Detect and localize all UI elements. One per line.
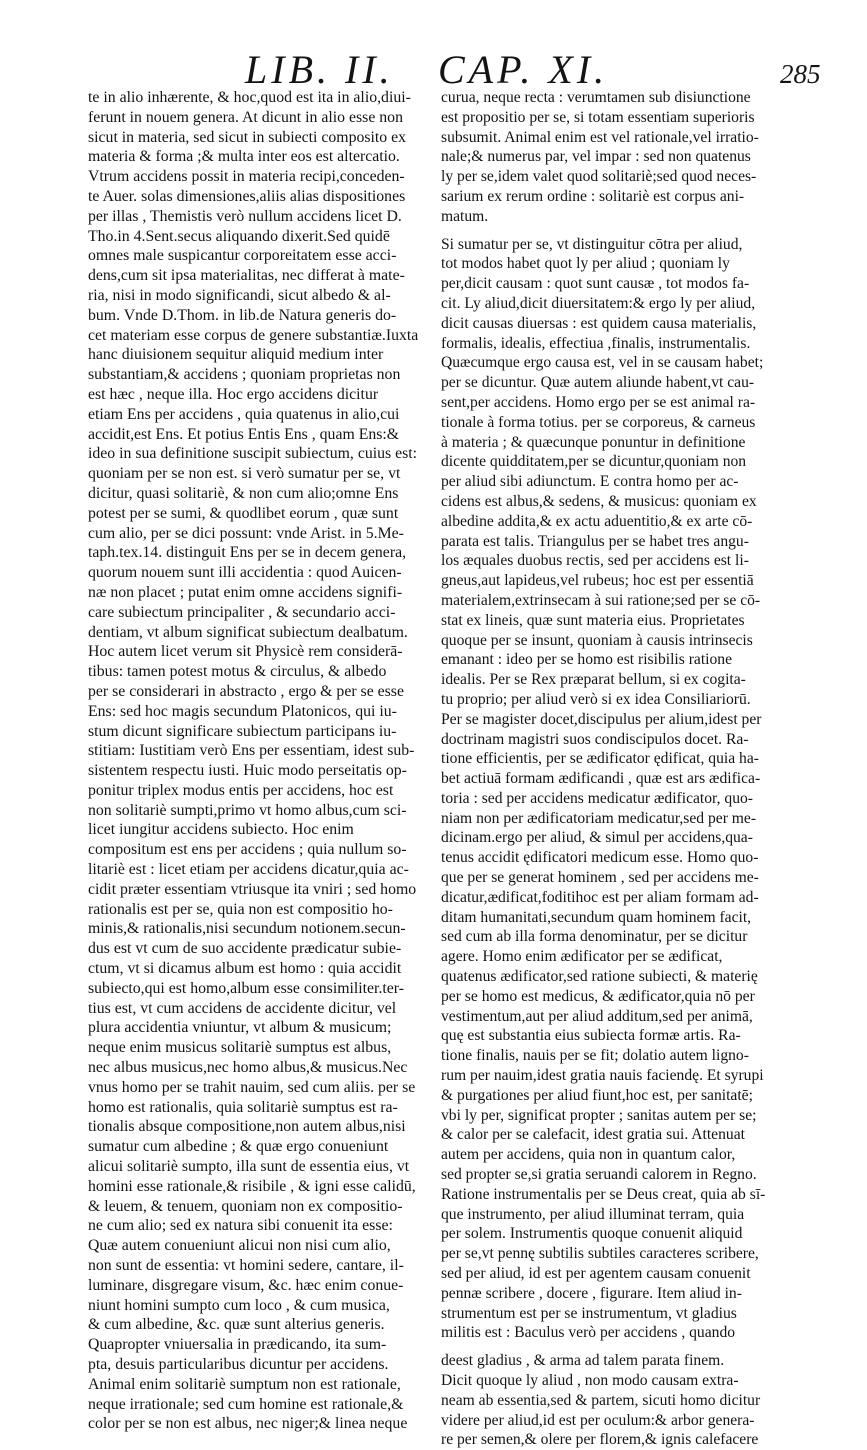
text-line: per,dicit causam : quot sunt causæ , tot modos fa- [441, 275, 750, 293]
text-line: subiecto,qui est homo,album esse consimiliter.ter- [88, 979, 404, 997]
text-line: neque irrationale; sed cum homine est rationale,& [88, 1395, 404, 1413]
text-line: dicitur, quasi solitariè, & non cum alio;omne Ens [88, 484, 399, 502]
text-line: homini esse rationale,& risibile , & igni esse calidū, [88, 1177, 416, 1195]
text-line: Quapropter vniuersalia in prædicando, ita sum- [88, 1336, 387, 1354]
text-line: care subiectum principaliter , & secundario acci- [88, 603, 396, 621]
text-line: hanc diuisionem sequitur aliquid medium inter [88, 346, 384, 364]
text-line: compositum est ens per accidens ; quia nullum so- [88, 841, 407, 859]
page-number: 285 [780, 59, 821, 89]
text-line: toria : sed per accidens medicatur ædificator, quo- [441, 789, 753, 807]
text-line: autem per accidens, quia non in quantum calor, [441, 1146, 736, 1164]
running-header [0, 46, 867, 94]
running-head-chapter: CAP. XI. [438, 47, 609, 92]
text-line: Tho.in 4.Sent.secus aliquando dixerit.Sed quidē [88, 227, 390, 245]
text-line: nec albus musicus,nec homo albus,& musicus.Nec [88, 1059, 408, 1077]
text-line: materialem,extrinsecam à sui ratione;sed per se cō- [441, 591, 761, 609]
text-line: deest gladius , & arma ad talem parata finem. [441, 1352, 725, 1370]
text-line: stum dicunt significare subiectum participans iu- [88, 722, 397, 740]
text-line: omnes male suspicantur corporeitatem esse acci- [88, 247, 397, 265]
text-line: matum. [441, 207, 489, 225]
text-line: strumentum est per se instrumentum, vt gladius [441, 1304, 737, 1322]
text-line: vnus homo per se trahit nauim, sed cum aliis. per se [88, 1078, 416, 1096]
text-line: est hæc , neque illa. Hoc ergo accidens dicitur [88, 385, 379, 403]
text-line: idealis. Per se Rex præparat bellum, si ex cogita- [441, 671, 746, 689]
text-line: dicinam.ergo per aliud, & simul per accidens,qua- [441, 829, 753, 847]
text-line: pta, desuis particularibus dicuntur per accidens. [88, 1356, 389, 1373]
text-line: & purgationes per aliud fiunt,hoc est, per sanitatē; [441, 1086, 753, 1104]
text-line: re per semen,& olere per florem,& ignis calefacere [441, 1431, 759, 1449]
text-line: sed propter se,si gratia seruandi calorem in Regno. [441, 1166, 757, 1184]
text-line: non solitariè sumpti,primo vt homo albus,cum sci- [88, 801, 407, 819]
text-line: dicit causas diuersas : est quidem causa materialis, [441, 314, 757, 332]
text-line: te Auer. solas dimensiones,aliis alias dispositiones [88, 187, 406, 205]
text-line: næ non placet ; putat enim omne accidens signifi- [88, 583, 403, 601]
text-line: cet materiam esse corpus de genere substantiæ.Iuxta [88, 326, 419, 344]
text-line: rationalis est per se, quia non est compositio ho- [88, 900, 393, 918]
text-line: per se homo est medicus, & ædificator,quia nō per [441, 987, 755, 1005]
text-line: vestimentum,aut per aliud additum,sed per animā, [441, 1007, 753, 1025]
text-line: & leuem, & tenuem, quoniam non ex compositio- [88, 1197, 403, 1215]
text-line: Dicit quoque ly aliud , non modo causam extra- [441, 1372, 739, 1389]
text-line: vbi ly per, significat propter ; sanitas autem per se; [441, 1106, 757, 1124]
paragraph-gap [441, 1343, 784, 1351]
text-line: tu proprio; per aliud verò si ex idea Consiliariorū. [441, 690, 751, 708]
text-line: etiam Ens per accidens , quia quatenus in alio,cui [88, 405, 400, 423]
text-line: tot modos habet quot ly per aliud ; quoniam ly [441, 255, 730, 273]
text-line: sed cum ab illa forma denominatur, per se dicitur [441, 928, 748, 946]
text-line: sicut in materia, sed sicut in subiecti composito ex [88, 128, 407, 146]
text-line: los æquales duobus rectis, sed per accidens est li- [441, 552, 749, 570]
text-line: plura accidentia vniuntur, vt album & musicum; [88, 1019, 392, 1037]
right-text-column [441, 88, 784, 1450]
text-line: tione efficientis, per se ædificator ędificat, quia ha- [441, 750, 759, 768]
text-line: dus est vt cum de suo accidente prædicatur subie- [88, 940, 402, 958]
text-line: & calor per se calefacit, idest gratia sui. Attenuat [441, 1126, 745, 1144]
text-line: quatenus ædificator,sed ratione subiecti, & materię [441, 968, 758, 986]
text-line: que per se generat hominem , sed per accidens me- [441, 869, 759, 887]
text-line: tibus: tamen potest motus & circulus, & albedo [88, 663, 387, 681]
text-line: minis,& rationalis,nisi secundum notionem.secun- [88, 920, 406, 938]
text-line: quoniam per se non est. si verò sumatur per se, vt [88, 465, 401, 483]
text-line: Quæ autem conueniunt alicui non nisi cum alio, [88, 1237, 391, 1255]
left-text-column [88, 88, 432, 1434]
text-line: curua, neque recta : verumtamen sub disiunctione [441, 89, 751, 106]
text-line: cum alio, per se dici possunt: vnde Arist. in 5.Me- [88, 524, 404, 542]
text-line: sent,per accidens. Homo ergo per se est animal ra- [441, 393, 756, 411]
text-line: que instrumento, per aliud illuminat terram, quia [441, 1205, 745, 1223]
text-line: neam ab essentia,sed & partem, sicuti homo dicitur [441, 1391, 761, 1409]
text-line: bet actiuā formam ædificandi , quæ est ars ædifica- [441, 770, 761, 788]
text-line: stat ex lineis, quæ sunt materia eius. Proprietates [441, 611, 745, 629]
text-line: pennæ scribere , docere , figurare. Item aliud in- [441, 1284, 742, 1302]
text-line: doctrinam magistri suos condiscipulos docet. Ra- [441, 730, 749, 748]
text-line: ctum, vt si dicamus album est homo : quia accidit [88, 960, 402, 978]
text-line: formalis, idealis, effectiua ,finalis, instrumentalis. [441, 334, 751, 352]
text-line: ideo in sua definitione suscipit subiectum, cuius est: [88, 445, 418, 463]
text-line: nale;& numerus par, vel impar : sed non quatenus [441, 148, 751, 166]
text-line: gneus,aut lapideus,vel rubeus; hoc est per essentiā [441, 572, 754, 590]
text-line: niam non per ædificatoriam medicatur,sed per me- [441, 809, 757, 827]
text-line: non sunt de essentia: vt homini sedere, cantare, il- [88, 1257, 404, 1275]
text-line: dens,cum sit ipsa materialitas, nec differat à mate- [88, 267, 405, 285]
text-line: dicatur,ædificat,foditihoc est per aliam formam ad- [441, 888, 759, 906]
text-line: color per se non est albus, nec niger;& linea neque [88, 1415, 408, 1433]
text-line: Quæcumque ergo causa est, vel in se causam habet; [441, 354, 764, 372]
text-line: alicui solitariè sumpto, illa sunt de essentia eius, vt [88, 1158, 410, 1176]
text-line: stitiam: Iustitiam verò Ens per essentiam, idest sub- [88, 742, 415, 760]
text-line: Vtrum accidens possit in materia recipi,conceden- [88, 168, 405, 186]
text-line: tius est, vt cum accidens de accidente dicitur, vel [88, 999, 397, 1017]
text-line: quorum nouem sunt illi accidentia : quod Auicen- [88, 564, 402, 582]
text-line: ferunt in nouem genera. At dicunt in alio esse non [88, 108, 403, 126]
text-line: Ens: sed hoc magis secundum Platonicos, qui iu- [88, 702, 397, 720]
text-line: sed per aliud, id est per agentem causam conuenit [441, 1265, 751, 1283]
text-line: & cum albedine, &c. quæ sunt alterius generis. [88, 1316, 385, 1334]
text-line: albedine addita,& ex actu aduentitio,& ex arte cō- [441, 512, 753, 530]
text-line: sistentem respectu iusti. Huic modo perseitatis op- [88, 762, 407, 780]
text-line: agere. Homo enim ædificator per se ædificat, [441, 948, 723, 966]
text-line: taph.tex.14. distinguit Ens per se in decem genera, [88, 544, 407, 562]
text-line: tenus accidit ędificatori medicum esse. Homo quo- [441, 849, 759, 867]
text-line: per illas , Themistis verò nullum accidens licet D. [88, 207, 402, 225]
text-line: ly per se,idem valet quod solitariè;sed quod neces- [441, 168, 757, 186]
text-line: per se dicuntur. Quæ autem aliunde habent,vt cau- [441, 374, 755, 392]
text-line: substantiam,& accidens ; quoniam proprietas non [88, 366, 401, 384]
text-line: licet iungitur accidens subiecto. Hoc enim [88, 821, 354, 839]
text-line: cit. Ly aliud,dicit diuersitatem:& ergo ly per aliud, [441, 294, 756, 312]
text-line: ditam humanitati,secundum quam hominem facit, [441, 908, 752, 926]
text-line: à materia ; & quæcunque ponuntur in definitione [441, 433, 746, 451]
text-line: per se considerari in abstracto , ergo & per se esse [88, 682, 404, 700]
text-line: cidit præter essentiam vtriusque ita vniri ; sed homo [88, 880, 417, 898]
text-line: ria, nisi in modo significandi, sicut albedo & al- [88, 286, 391, 304]
text-line: Hoc autem licet verum sit Physicè rem considerā- [88, 643, 403, 661]
text-line: tionalis absque compositione,non autem albus,nisi [88, 1118, 406, 1136]
text-line: tionale à forma totius. per se corporeus, & carneus [441, 413, 756, 431]
text-line: sarium ex rerum ordine : solitariè est corpus ani- [441, 187, 745, 205]
text-line: quoque per se insunt, quoniam à causis intrinsecis [441, 631, 753, 649]
text-line: materia & forma ;& multa inter eos est altercatio. [88, 148, 400, 166]
text-line: ponitur triplex modus entis per accidens, hoc est [88, 781, 394, 799]
text-line: luminare, disgregare visum, &c. hæc enim conue- [88, 1276, 404, 1294]
paragraph-gap [441, 227, 784, 235]
text-line: sumatur cum albedine ; & quæ ergo conueniunt [88, 1138, 389, 1156]
text-line: per se,vt pennę subtilis subtiles caracteres scribere, [441, 1245, 759, 1263]
text-line: bum. Vnde D.Thom. in lib.de Natura generis do- [88, 306, 397, 324]
text-line: dentiam, vt album significat subiectum dealbatum. [88, 623, 408, 641]
text-line: accidit,est Ens. Et potius Entis Ens , quam Ens:& [88, 425, 400, 443]
text-line: potest per se sumi, & quodlibet eorum , quæ sunt [88, 504, 399, 522]
text-line: tione finalis, nauis per se fit; dolatio autem ligno- [441, 1047, 749, 1065]
text-line: ne cum alio; sed ex natura sibi conuenit ita esse: [88, 1217, 393, 1235]
text-line: subsumit. Animal enim est vel rationale,vel irratio- [441, 128, 759, 146]
text-line: Animal enim solitariè sumptum non est rationale, [88, 1375, 401, 1393]
text-line: Si sumatur per se, vt distinguitur cōtra per aliud, [441, 235, 743, 253]
text-line: per aliud sibi adiunctum. E contra homo per ac- [441, 473, 739, 491]
text-line: militis est : Baculus verò per accidens , quando [441, 1324, 736, 1342]
text-line: rum per nauim,idest gratia nauis faciendę. Et syrupi [441, 1067, 764, 1085]
text-line: Ratione instrumentalis per se Deus creat, quia ab sī- [441, 1185, 766, 1203]
text-line: neque enim musicus solitariè sumptus est albus, [88, 1039, 392, 1057]
text-line: cidens est albus,& sedens, & musicus: quoniam ex [441, 492, 757, 510]
text-line: videre per aliud,id est per oculum:& arbor genera- [441, 1411, 755, 1429]
text-line: est propositio per se, si totam essentiam superioris [441, 108, 755, 126]
text-line: parata est talis. Triangulus per se habet tres angu- [441, 532, 749, 550]
text-line: per solem. Instrumentis quoque conuenit aliquid [441, 1225, 743, 1243]
text-line: emanant : ideo per se homo est risibilis ratione [441, 651, 733, 669]
text-line: Per se magister docet,discipulus per alium,idest per [441, 710, 762, 728]
running-head-book: LIB. II. [245, 47, 394, 92]
text-line: te in alio inhærente, & hoc,quod est ita in alio,diui- [88, 89, 411, 106]
text-line: homo est rationalis, quia solitariè sumptus est ra- [88, 1098, 398, 1116]
text-line: quę est substantia eius subiecta formæ artis. Ra- [441, 1027, 741, 1045]
text-line: dicente quidditatem,per se dicuntur,quoniam non [441, 453, 747, 471]
text-line: litariè est : licet etiam per accidens dicatur,quia ac- [88, 861, 409, 879]
text-line: niunt homini sumpto cum loco , & cum musica, [88, 1296, 390, 1314]
